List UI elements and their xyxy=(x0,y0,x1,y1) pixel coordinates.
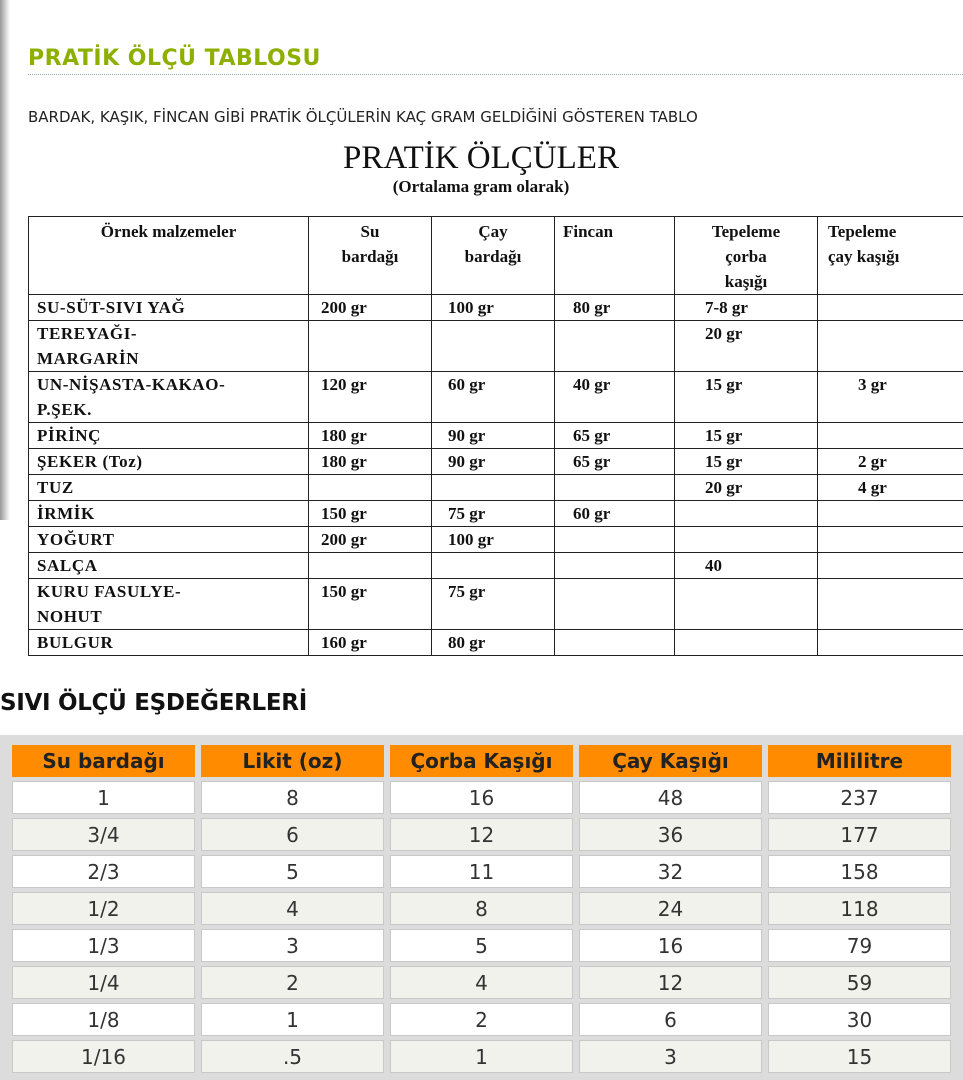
ingredient-name xyxy=(29,579,309,630)
ingredient-name xyxy=(29,527,309,553)
doc-subtitle: (Ortalama gram olarak) xyxy=(392,177,570,196)
measure-row xyxy=(29,475,963,501)
sivi-table-head xyxy=(12,745,951,777)
header-line: bardağı xyxy=(341,247,399,266)
measure-value: 120 gr xyxy=(309,372,432,423)
measure-value: 15 gr xyxy=(675,423,818,449)
measure-value: 160 gr xyxy=(309,630,432,656)
page-heading xyxy=(28,44,963,75)
sivi-cell: 32 xyxy=(579,855,762,888)
header-line: kaşığı xyxy=(724,272,768,291)
sivi-cell: 1/16 xyxy=(12,1040,195,1073)
doc-title: PRATİK ÖLÇÜLER xyxy=(343,140,619,176)
ingredient-name xyxy=(29,475,309,501)
measure-value: 4 gr xyxy=(818,475,963,501)
measure-value xyxy=(675,527,818,553)
measure-value: 2 gr xyxy=(818,449,963,475)
ingredient-name-line: SU-SÜT-SIVI YAĞ xyxy=(37,298,186,317)
measure-value xyxy=(555,475,675,501)
sivi-cell: .5 xyxy=(201,1040,384,1073)
measure-value: 20 gr xyxy=(675,475,818,501)
measure-value xyxy=(818,295,963,321)
sivi-cell: 15 xyxy=(768,1040,951,1073)
measure-value: 40 xyxy=(675,553,818,579)
measure-value xyxy=(675,501,818,527)
sivi-cell: 237 xyxy=(768,781,951,814)
sivi-cell: 5 xyxy=(201,855,384,888)
sivi-cell: 16 xyxy=(390,781,573,814)
sivi-cell: 12 xyxy=(390,818,573,851)
ingredient-name-line: ŞEKER (Toz) xyxy=(37,452,143,471)
sivi-cell: 6 xyxy=(579,1003,762,1036)
sivi-cell: 2 xyxy=(390,1003,573,1036)
measure-value xyxy=(309,553,432,579)
sivi-cell: 30 xyxy=(768,1003,951,1036)
measure-value xyxy=(818,527,963,553)
sivi-cell: 16 xyxy=(579,929,762,962)
sivi-cell: 177 xyxy=(768,818,951,851)
ingredient-name-line: KURU FASULYE- xyxy=(37,582,182,601)
sivi-cell: 36 xyxy=(579,818,762,851)
measure-value xyxy=(818,630,963,656)
ingredient-name xyxy=(29,501,309,527)
measure-value xyxy=(432,553,555,579)
sivi-cell: 1 xyxy=(201,1003,384,1036)
measure-value: 150 gr xyxy=(309,579,432,630)
header-line: Su xyxy=(360,222,380,241)
sivi-cell: 2 xyxy=(201,966,384,999)
measure-value xyxy=(309,321,432,372)
header-line: bardağı xyxy=(464,247,522,266)
measure-header-cell xyxy=(29,217,309,295)
measure-value xyxy=(675,630,818,656)
sivi-cell: 59 xyxy=(768,966,951,999)
page-title: PRATİK ÖLÇÜ TABLOSU xyxy=(28,46,321,71)
ingredient-name xyxy=(29,630,309,656)
ingredient-name-line: MARGARİN xyxy=(37,349,140,368)
measure-value xyxy=(675,579,818,630)
measure-row xyxy=(29,449,963,475)
measure-value: 3 gr xyxy=(818,372,963,423)
measure-value: 75 gr xyxy=(432,501,555,527)
sivi-cell: 11 xyxy=(390,855,573,888)
sivi-cell: 48 xyxy=(579,781,762,814)
measure-value xyxy=(818,553,963,579)
sivi-header-cell: Su bardağı xyxy=(12,745,195,777)
ingredient-name-line: TUZ xyxy=(37,478,74,497)
measure-value: 180 gr xyxy=(309,423,432,449)
sivi-row xyxy=(12,855,951,888)
sivi-cell: 24 xyxy=(579,892,762,925)
sivi-cell: 6 xyxy=(201,818,384,851)
measure-value xyxy=(818,423,963,449)
ingredient-name-line: SALÇA xyxy=(37,556,98,575)
header-line: Tepeleme xyxy=(711,222,781,241)
measure-row xyxy=(29,501,963,527)
sivi-cell: 158 xyxy=(768,855,951,888)
sivi-row xyxy=(12,818,951,851)
sivi-cell: 1/8 xyxy=(12,1003,195,1036)
measure-value: 200 gr xyxy=(309,295,432,321)
header-line: çay kaşığı xyxy=(828,247,900,266)
sivi-table xyxy=(6,741,957,1077)
sivi-cell: 3/4 xyxy=(12,818,195,851)
measure-table-head xyxy=(29,217,963,295)
sivi-row xyxy=(12,781,951,814)
measure-value: 15 gr xyxy=(675,372,818,423)
sivi-row xyxy=(12,929,951,962)
ingredient-name xyxy=(29,295,309,321)
measure-value: 60 gr xyxy=(432,372,555,423)
measure-value: 65 gr xyxy=(555,423,675,449)
sivi-header-cell: Çorba Kaşığı xyxy=(390,745,573,777)
sivi-header-cell: Likit (oz) xyxy=(201,745,384,777)
sivi-cell: 4 xyxy=(390,966,573,999)
header-line: Tepeleme xyxy=(828,222,897,241)
measure-value xyxy=(555,579,675,630)
measure-header-cell xyxy=(309,217,432,295)
sivi-cell: 1 xyxy=(390,1040,573,1073)
measure-value: 20 gr xyxy=(675,321,818,372)
sivi-cell: 8 xyxy=(390,892,573,925)
measure-value xyxy=(818,501,963,527)
ingredient-name-line: İRMİK xyxy=(37,504,95,523)
sivi-table-body xyxy=(12,781,951,1073)
sivi-cell: 2/3 xyxy=(12,855,195,888)
sivi-row xyxy=(12,892,951,925)
ingredient-name xyxy=(29,423,309,449)
ingredient-name xyxy=(29,372,309,423)
sivi-header-row xyxy=(12,745,951,777)
sivi-cell: 5 xyxy=(390,929,573,962)
measure-value: 15 gr xyxy=(675,449,818,475)
header-line: çorba xyxy=(725,247,767,266)
measure-value xyxy=(555,630,675,656)
measure-value: 180 gr xyxy=(309,449,432,475)
sivi-header-cell: Mililitre xyxy=(768,745,951,777)
ingredient-name-line: UN-NİŞASTA-KAKAO- xyxy=(37,375,226,394)
measure-value: 7-8 gr xyxy=(675,295,818,321)
measure-value: 40 gr xyxy=(555,372,675,423)
measure-row xyxy=(29,553,963,579)
measure-row xyxy=(29,423,963,449)
measure-value: 90 gr xyxy=(432,449,555,475)
ingredient-name-line: YOĞURT xyxy=(37,530,115,549)
measure-row xyxy=(29,579,963,630)
sivi-cell: 12 xyxy=(579,966,762,999)
sivi-cell: 3 xyxy=(579,1040,762,1073)
page-subtitle: BARDAK, KAŞIK, FİNCAN GİBİ PRATİK ÖLÇÜLERİN KAÇ GRAM GELDİĞİNİ GÖSTEREN TABLO xyxy=(28,108,698,126)
measure-value xyxy=(432,475,555,501)
measure-table-body xyxy=(29,295,963,656)
header-line: Çay xyxy=(478,222,508,241)
measure-value: 200 gr xyxy=(309,527,432,553)
sivi-cell: 8 xyxy=(201,781,384,814)
sivi-row xyxy=(12,1040,951,1073)
measure-header-cell xyxy=(818,217,963,295)
measure-value xyxy=(818,321,963,372)
measure-value xyxy=(555,321,675,372)
measure-value: 80 gr xyxy=(432,630,555,656)
sivi-row xyxy=(12,966,951,999)
ingredient-name xyxy=(29,449,309,475)
sivi-cell: 118 xyxy=(768,892,951,925)
measure-value: 65 gr xyxy=(555,449,675,475)
ingredient-name-line: PİRİNÇ xyxy=(37,426,102,445)
measure-header-cell xyxy=(432,217,555,295)
measure-row xyxy=(29,295,963,321)
sivi-header-cell: Çay Kaşığı xyxy=(579,745,762,777)
ingredient-name-line: NOHUT xyxy=(37,607,103,626)
measure-value: 150 gr xyxy=(309,501,432,527)
measure-row xyxy=(29,372,963,423)
measure-value: 60 gr xyxy=(555,501,675,527)
measure-header-cell xyxy=(555,217,675,295)
measure-value xyxy=(818,579,963,630)
header-line: Fincan xyxy=(563,222,614,241)
measure-value: 100 gr xyxy=(432,295,555,321)
measure-value: 80 gr xyxy=(555,295,675,321)
measure-value: 90 gr xyxy=(432,423,555,449)
sivi-cell: 79 xyxy=(768,929,951,962)
ingredient-name xyxy=(29,321,309,372)
measure-value xyxy=(432,321,555,372)
header-line: Örnek malzemeler xyxy=(100,222,237,241)
measure-row xyxy=(29,527,963,553)
sivi-cell: 3 xyxy=(201,929,384,962)
measure-table xyxy=(28,216,963,656)
sivi-cell: 1/4 xyxy=(12,966,195,999)
sivi-table-container xyxy=(0,735,963,1080)
measure-value xyxy=(555,553,675,579)
measure-row xyxy=(29,630,963,656)
measure-value: 75 gr xyxy=(432,579,555,630)
sivi-heading: SIVI ÖLÇÜ EŞDEĞERLERİ xyxy=(0,690,307,716)
sivi-cell: 4 xyxy=(201,892,384,925)
sivi-cell: 1/3 xyxy=(12,929,195,962)
measure-value xyxy=(555,527,675,553)
left-edge-shadow xyxy=(0,0,10,520)
measure-value: 100 gr xyxy=(432,527,555,553)
sivi-cell: 1/2 xyxy=(12,892,195,925)
measure-header-row xyxy=(29,217,963,295)
measure-row xyxy=(29,321,963,372)
ingredient-name-line: BULGUR xyxy=(37,633,114,652)
measure-header-cell xyxy=(675,217,818,295)
measure-value xyxy=(309,475,432,501)
ingredient-name-line: TEREYAĞI- xyxy=(37,324,138,343)
ingredient-name xyxy=(29,553,309,579)
sivi-cell: 1 xyxy=(12,781,195,814)
ingredient-name-line: P.ŞEK. xyxy=(37,400,92,419)
sivi-row xyxy=(12,1003,951,1036)
